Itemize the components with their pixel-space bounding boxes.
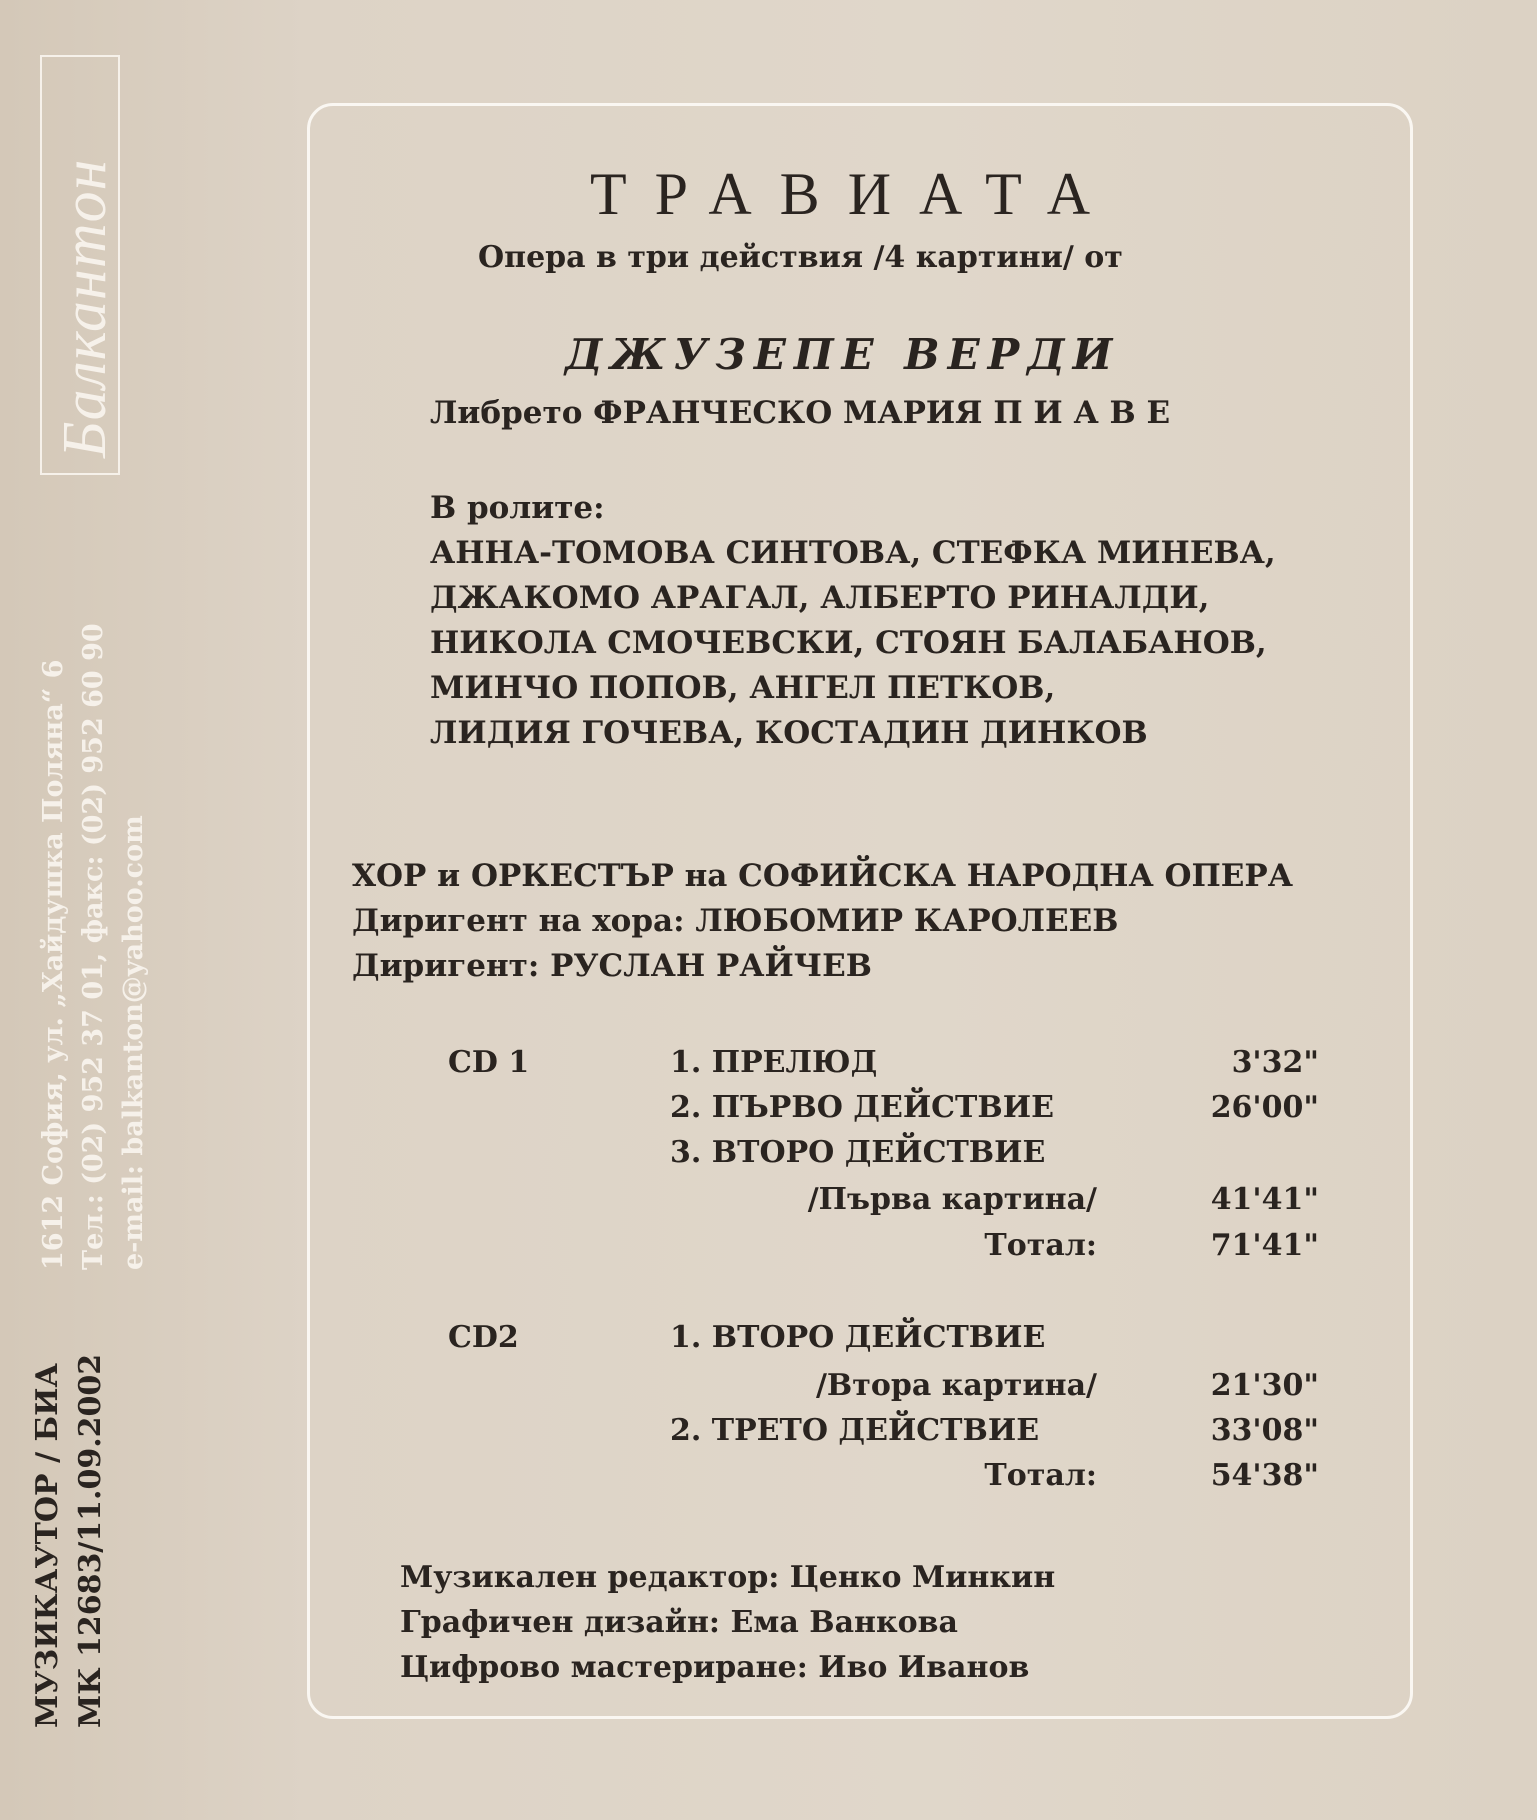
spine <box>0 0 300 1820</box>
opera-subtitle: Опера в три действия /4 картини/ от <box>478 240 1123 275</box>
opera-title: ТРАВИАТА <box>590 161 1119 227</box>
track-title: 1. ПРЕЛЮД <box>670 1045 878 1080</box>
license-line: МК 12683/11.09.2002 <box>73 1353 108 1728</box>
libretto-credit: Либрето ФРАНЧЕСКО МАРИЯ П И А В Е <box>430 395 1171 431</box>
email-line: e-mail: balkanton@yahoo.com <box>118 815 149 1270</box>
cast-line: НИКОЛА СМОЧЕВСКИ, СТОЯН БАЛАБАНОВ, <box>430 625 1267 661</box>
credit-line: Графичен дизайн: Ема Ванкова <box>400 1605 958 1640</box>
track-duration: 26'00" <box>1210 1090 1319 1125</box>
track-title: 1. ВТОРО ДЕЙСТВИЕ <box>670 1320 1046 1355</box>
cast-line: ЛИДИЯ ГОЧЕВА, КОСТАДИН ДИНКОВ <box>430 715 1148 751</box>
track-subtitle: /Първа картина/ <box>807 1182 1097 1217</box>
total-label: Тотал: <box>984 1228 1097 1263</box>
total-duration: 71'41" <box>1210 1228 1319 1263</box>
credit-line: Музикален редактор: Ценко Минкин <box>400 1560 1056 1595</box>
cast-line: АННА-ТОМОВА СИНТОВА, СТЕФКА МИНЕВА, <box>430 535 1276 571</box>
composer-name: ДЖУЗЕПЕ ВЕРДИ <box>565 330 1121 379</box>
phone-line: Тел.: (02) 952 37 01, факс: (02) 952 60 90 <box>78 623 109 1270</box>
cast-line: ДЖАКОМО АРАГАЛ, АЛБЕРТО РИНАЛДИ, <box>430 580 1210 616</box>
track-title: 2. ТРЕТО ДЕЙСТВИЕ <box>670 1413 1040 1448</box>
track-duration: 21'30" <box>1210 1368 1319 1403</box>
track-title: 3. ВТОРО ДЕЙСТВИЕ <box>670 1135 1046 1170</box>
rights-line: МУЗИКАУТОР / БИА <box>30 1363 65 1728</box>
track-duration: 3'32" <box>1231 1045 1319 1080</box>
total-label: Тотал: <box>984 1458 1097 1493</box>
cd2-label: CD2 <box>448 1320 519 1355</box>
total-duration: 54'38" <box>1210 1458 1319 1493</box>
address-line: 1612 София, ул. „Хайдушка Поляна“ 6 <box>38 659 69 1270</box>
track-duration: 33'08" <box>1210 1413 1319 1448</box>
track-duration: 41'41" <box>1210 1182 1319 1217</box>
chorus-orchestra: ХОР и ОРКЕСТЪР на СОФИЙСКА НАРОДНА ОПЕРА <box>352 858 1293 894</box>
chorus-conductor: Диригент на хора: ЛЮБОМИР КАРОЛЕЕВ <box>352 903 1119 939</box>
cast-label: В ролите: <box>430 490 605 526</box>
balkanton-logo: Балкантон <box>51 158 119 458</box>
credit-line: Цифрово мастериране: Иво Иванов <box>400 1650 1030 1685</box>
track-subtitle: /Втора картина/ <box>815 1368 1097 1403</box>
conductor: Диригент: РУСЛАН РАЙЧЕВ <box>352 948 872 984</box>
cd1-label: CD 1 <box>448 1045 530 1080</box>
cast-line: МИНЧО ПОПОВ, АНГЕЛ ПЕТКОВ, <box>430 670 1056 706</box>
track-title: 2. ПЪРВО ДЕЙСТВИЕ <box>670 1090 1054 1125</box>
